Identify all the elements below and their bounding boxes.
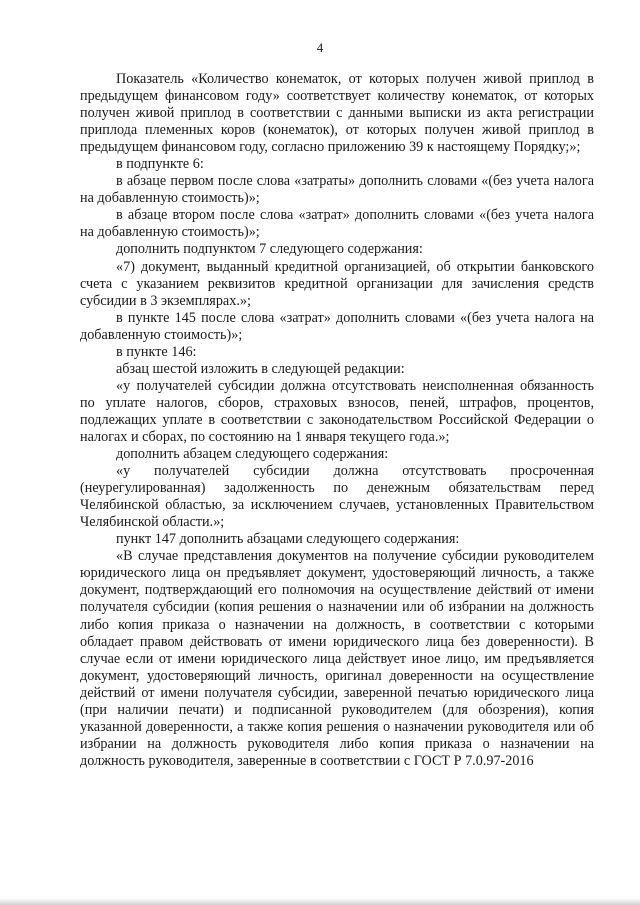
paragraph-sixth-abstract: абзац шестой изложить в следующей редакции: bbox=[116, 360, 405, 377]
paragraph-indicator-definition: Показатель «Количество конематок, от которых получен живой приплод в предыдущем финансовом году» соответствует количеству конематок, от которых получен живой приплод в соответствии с данными выписки из акта регистрации приплода племенных коров (конематок), от которых получен живой приплод в предыдущем финансовом году, согласно приложению 39 к настоящему Порядку;»; bbox=[80, 71, 594, 156]
page-number: 4 bbox=[316, 40, 324, 55]
paragraph-overdue-debt: «у получателей субсидии должна отсутствовать просроченная (неурегулированная) задолженность по денежным обязательствам перед Челябинской областью, за исключением случаев, установленных Правительством Челябинской области.»; bbox=[80, 463, 594, 531]
paragraph-documents-submission: «В случае представления документов на получение субсидии руководителем юридического лица он предъявляет документ, удостоверяющий личность, а также документ, подтверждающий его полномочия на осуществление действий от имени получателя субсидии (копия решения о назначении или об избрании на должность либо копия приказа о назначении на должность, в соответствии с которыми обладает правом действовать от имени юридического лица без доверенности). В случае если от имени юридического лица действует иное лицо, им предъявляется документ, удостоверяющий личность, оригинал доверенности на осуществление действий от имени получателя субсидии, заверенной печатью юридического лица (при наличии печати) и подписанной руководителем (для обозрения), копия указанной доверенности, а также копия решения о назначении руководителя или об избрании на должность руководителя либо копия приказа о назначении на должность руководителя, заверенные в соответствии с ГОСТ Р 7.0.97-2016 bbox=[80, 548, 594, 769]
paragraph-point-145: в пункте 145 после слова «затрат» дополнить словами «(без учета налога на добавленную стоимость)»; bbox=[80, 309, 594, 343]
paragraph-second-abstract: в абзаце втором после слова «затрат» дополнить словами «(без учета налога на добавленную стоимость)»; bbox=[80, 207, 594, 241]
paragraph-subpoint-7-text: «7) документ, выданный кредитной организацией, об открытии банковского счета с указанием реквизитов кредитной организации для зачисления средств субсидии в 3 экземплярах.»; bbox=[80, 258, 594, 309]
paragraph-first-abstract: в абзаце первом после слова «затраты» дополнить словами «(без учета налога на добавленную стоимость)»; bbox=[80, 173, 594, 207]
document-body bbox=[80, 71, 594, 770]
paragraph-point-147: пункт 147 дополнить абзацами следующего содержания: bbox=[116, 531, 460, 548]
paragraph-point-146: в пункте 146: bbox=[116, 343, 197, 360]
paragraph-add-subpoint-7: дополнить подпунктом 7 следующего содержания: bbox=[116, 241, 423, 258]
scan-bottom-edge bbox=[0, 898, 640, 905]
paragraph-subpoint-6: в подпункте 6: bbox=[116, 156, 204, 173]
paragraph-add-abstract: дополнить абзацем следующего содержания: bbox=[116, 446, 389, 463]
paragraph-tax-obligation: «у получателей субсидии должна отсутствовать неисполненная обязанность по уплате налогов, сборов, страховых взносов, пеней, штрафов, процентов, подлежащих уплате в соответствии с законодательством Российской Федерации о налогах и сборах, по состоянию на 1 января текущего года.»; bbox=[80, 377, 594, 445]
